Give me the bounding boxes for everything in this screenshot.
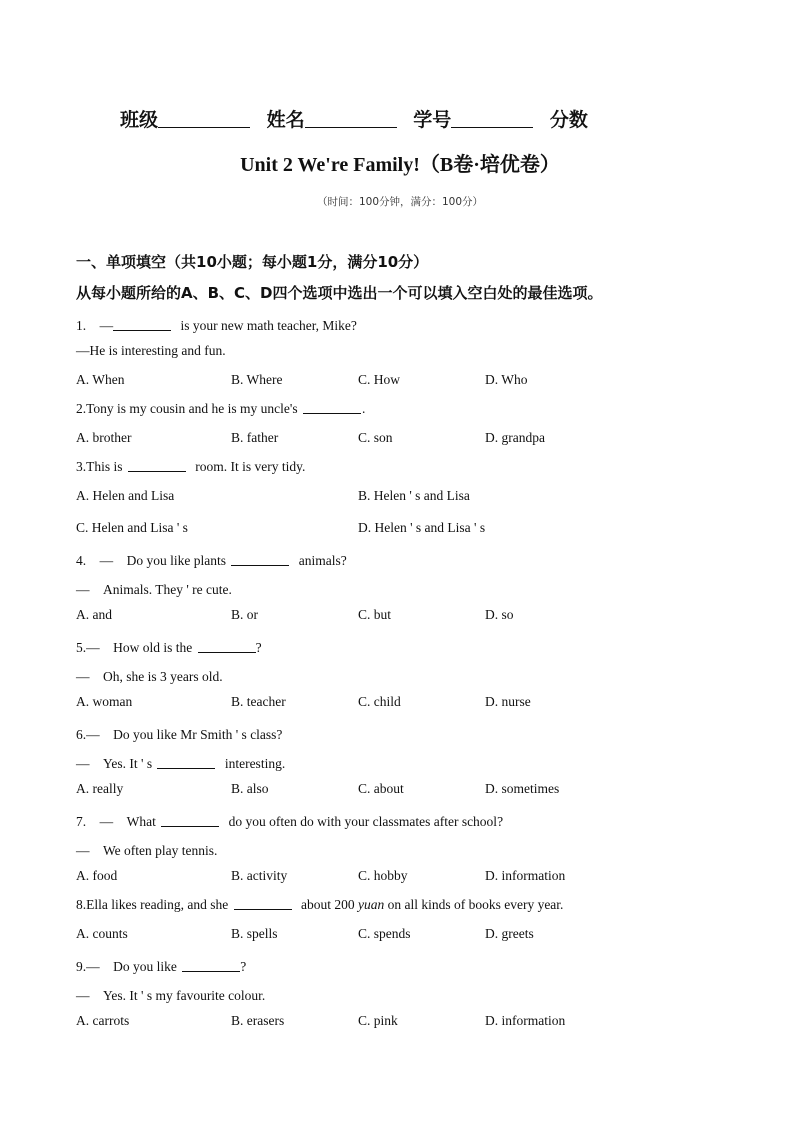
question-text: about 200 — [297, 897, 358, 912]
question-2-stem — [76, 401, 365, 417]
question-1-option-b[interactable]: B. Where — [231, 372, 283, 387]
answer-blank — [231, 553, 289, 566]
question-1-option-c[interactable]: C. How — [358, 372, 401, 387]
question-2-option-c[interactable]: C. son — [358, 430, 393, 445]
exam-time-note: （时间：100分钟，满分：100分） — [316, 196, 484, 208]
question-4-option-b[interactable]: B. or — [231, 607, 258, 622]
question-text: room. It is very tidy. — [191, 459, 306, 474]
question-9-option-b[interactable]: B. erasers — [231, 1013, 285, 1028]
question-text: 4. — Do you like plants — [76, 553, 230, 568]
question-text: do you often do with your classmates after school? — [225, 814, 504, 829]
score-label: 分数 — [549, 109, 588, 131]
page-title: Unit 2 We're Family!（B卷·培优卷） — [240, 154, 560, 176]
question-3-option-c[interactable]: C. Helen and Lisa ' s — [76, 520, 188, 535]
question-text: — Yes. It ' s — [76, 756, 156, 771]
score-field — [550, 105, 588, 132]
answer-blank — [303, 401, 361, 414]
question-8-stem — [76, 897, 563, 913]
question-text: 9.— Do you like — [76, 959, 181, 974]
question-6-option-b[interactable]: B. also — [231, 781, 269, 796]
question-7-option-c[interactable]: C. hobby — [358, 868, 408, 883]
question-6-option-d[interactable]: D. sometimes — [485, 781, 560, 796]
question-text: interesting. — [221, 756, 286, 771]
question-4-option-c[interactable]: C. but — [358, 607, 392, 622]
name-blank — [305, 109, 397, 128]
name-field — [267, 105, 397, 132]
answer-blank — [198, 640, 256, 653]
class-field — [120, 105, 250, 132]
question-9-option-d[interactable]: D. information — [485, 1013, 566, 1028]
question-text: 5.— How old is the — [76, 640, 196, 655]
question-4-stem — [76, 549, 347, 569]
question-1-option-a[interactable]: A. When — [76, 372, 125, 387]
question-text: 8.Ella likes reading, and she — [76, 897, 232, 912]
question-8-option-d[interactable]: D. greets — [485, 926, 534, 941]
question-text: ? — [255, 640, 262, 655]
question-7-stem — [76, 810, 503, 830]
question-4-reply: — Animals. They ' re cute. — [76, 582, 232, 597]
answer-blank — [128, 459, 186, 472]
student-number-blank — [451, 109, 533, 128]
currency-word: yuan — [357, 897, 385, 912]
question-7-reply: — We often play tennis. — [76, 843, 218, 858]
question-6-option-c[interactable]: C. about — [358, 781, 404, 796]
question-9-option-c[interactable]: C. pink — [358, 1013, 398, 1028]
class-blank — [158, 109, 250, 128]
question-1-reply: —He is interesting and fun. — [76, 343, 226, 358]
question-7-option-b[interactable]: B. activity — [231, 868, 288, 883]
question-2-option-a[interactable]: A. brother — [76, 430, 132, 445]
question-5-option-a[interactable]: A. woman — [76, 694, 133, 709]
question-4-option-d[interactable]: D. so — [485, 607, 514, 622]
question-text: on all kinds of books every year. — [384, 897, 564, 912]
question-9-stem — [76, 955, 246, 975]
question-text: . — [361, 401, 366, 416]
question-6-reply — [76, 752, 285, 772]
question-1-option-d[interactable]: D. Who — [485, 372, 528, 387]
question-3-option-d[interactable]: D. Helen ' s and Lisa ' s — [358, 520, 486, 535]
question-text: 7. — What — [76, 814, 160, 829]
question-7-option-d[interactable]: D. information — [485, 868, 566, 883]
answer-blank — [161, 814, 219, 827]
student-info-line — [120, 105, 598, 132]
class-label: 班级 — [120, 109, 159, 131]
question-3-option-a[interactable]: A. Helen and Lisa — [76, 488, 175, 503]
question-text: 2.Tony is my cousin and he is my uncle's — [76, 401, 301, 416]
question-2-option-d[interactable]: D. grandpa — [485, 430, 545, 445]
question-6-stem: 6.— Do you like Mr Smith ' s class? — [76, 727, 283, 742]
question-5-stem — [76, 636, 262, 656]
question-5-option-d[interactable]: D. nurse — [485, 694, 531, 709]
question-9-reply: — Yes. It ' s my favourite colour. — [76, 988, 266, 1003]
question-text: is your new math teacher, Mike? — [177, 318, 357, 333]
question-8-option-c[interactable]: C. spends — [358, 926, 411, 941]
question-5-option-c[interactable]: C. child — [358, 694, 401, 709]
question-text: animals? — [295, 553, 347, 568]
question-2-option-b[interactable]: B. father — [231, 430, 279, 445]
answer-blank — [157, 756, 215, 769]
question-3-stem — [76, 459, 305, 475]
question-7-option-a[interactable]: A. food — [76, 868, 118, 883]
name-label: 姓名 — [266, 109, 305, 131]
question-5-option-b[interactable]: B. teacher — [231, 694, 286, 709]
question-text: 1. — — [76, 318, 114, 333]
section-instruction: 从每小题所给的A、B、C、D四个选项中选出一个可以填入空白处的最佳选项。 — [76, 284, 603, 302]
question-4-option-a[interactable]: A. and — [76, 607, 112, 622]
question-5-reply: — Oh, she is 3 years old. — [76, 669, 223, 684]
section-heading: 一、单项填空（共10小题；每小题1分，满分10分） — [76, 253, 429, 271]
question-text: ? — [240, 959, 247, 974]
question-8-option-a[interactable]: A. counts — [76, 926, 128, 941]
question-8-option-b[interactable]: B. spells — [231, 926, 278, 941]
answer-blank — [182, 959, 240, 972]
question-1-stem — [76, 314, 357, 334]
answer-blank — [113, 318, 171, 331]
answer-blank — [234, 897, 292, 910]
question-text: 3.This is — [76, 459, 126, 474]
student-number-label: 学号 — [413, 109, 452, 131]
question-6-option-a[interactable]: A. really — [76, 781, 124, 796]
student-number-field — [413, 105, 533, 132]
question-9-option-a[interactable]: A. carrots — [76, 1013, 130, 1028]
question-3-option-b[interactable]: B. Helen ' s and Lisa — [358, 488, 470, 503]
